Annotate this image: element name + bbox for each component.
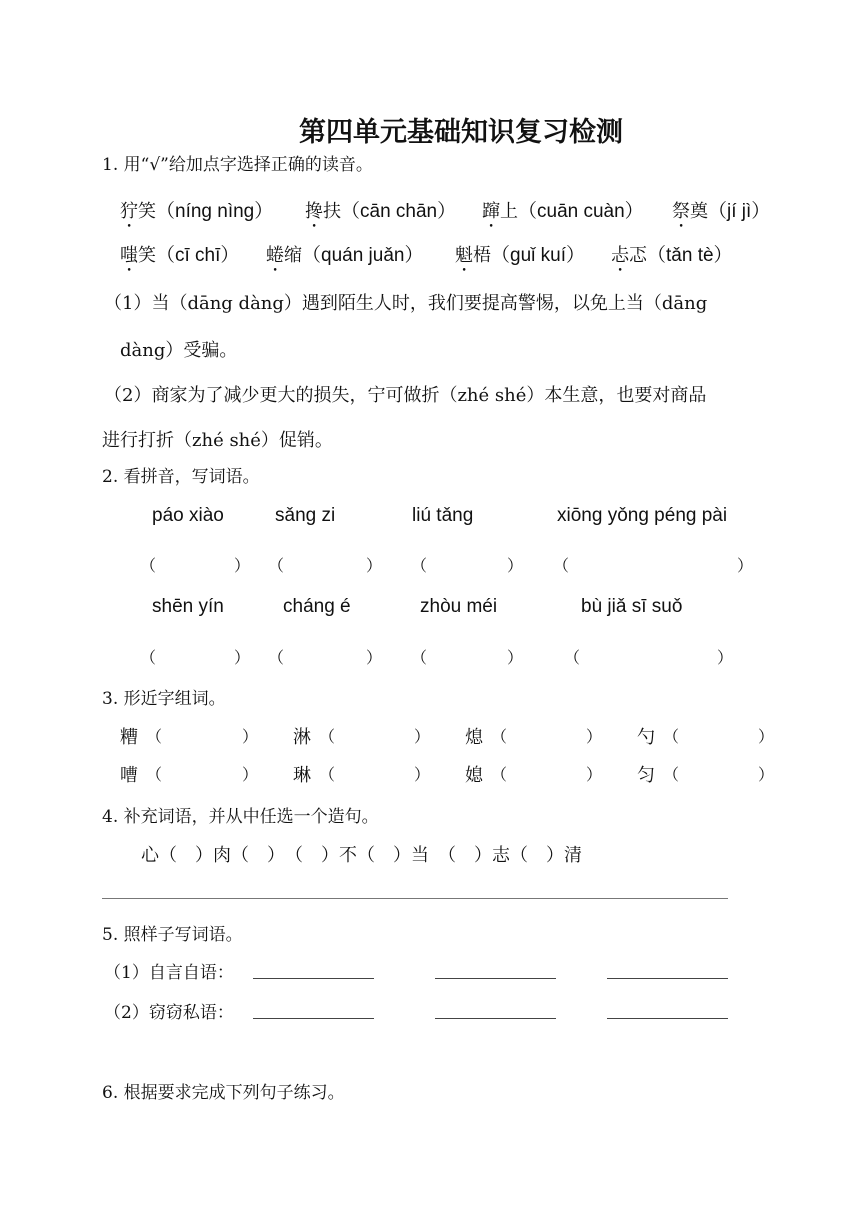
word-rest: 笑 — [138, 245, 156, 266]
question-5-heading: 5. 照样子写词语。 — [102, 925, 243, 945]
dotted-char: 蹿 — [482, 201, 500, 222]
open-paren: （ — [140, 556, 157, 575]
q1-sentence-1-line-1: （1）当（dāng dàng）遇到陌生人时，我们要提高警惕，以免上当（dāng — [104, 293, 708, 314]
word-rest: 梧 — [473, 245, 491, 266]
pinyin-options: （níng nìng） — [156, 201, 274, 222]
pinyin-prompt: cháng é — [283, 596, 351, 617]
dotted-char: 搀 — [305, 201, 323, 222]
open-paren: （ — [553, 556, 570, 575]
word-rest: 上 — [500, 201, 518, 222]
q1-item-3 — [482, 196, 644, 232]
pinyin-options: （guǐ kuí） — [491, 245, 585, 266]
answer-line[interactable] — [253, 978, 374, 979]
answer-line[interactable] — [607, 1018, 728, 1019]
dotted-char: 祭 — [672, 201, 690, 222]
close-paren: ） — [717, 648, 734, 667]
open-paren[interactable]: （ — [146, 727, 163, 746]
close-paren: ） — [366, 556, 383, 575]
char-prompt: 糟 — [120, 727, 138, 748]
dotted-char: 嗤 — [120, 245, 138, 266]
pinyin-prompt: sǎng zi — [275, 505, 336, 526]
answer-line[interactable] — [435, 1018, 556, 1019]
pinyin-prompt: bù jiǎ sī suǒ — [581, 596, 683, 617]
answer-line[interactable] — [435, 978, 556, 979]
open-paren: （ — [564, 648, 581, 667]
answer-line[interactable] — [253, 1018, 374, 1019]
pinyin-options: （jí jì） — [708, 201, 771, 222]
open-paren[interactable]: （ — [663, 765, 680, 784]
open-paren: （ — [140, 648, 157, 667]
pinyin-prompt: zhòu méi — [420, 596, 498, 617]
char-prompt: 媳 — [465, 765, 483, 786]
question-1-heading: 1. 用“√”给加点字选择正确的读音。 — [102, 155, 373, 175]
pinyin-options: （quán juǎn） — [302, 245, 424, 266]
word-rest: 奠 — [690, 201, 708, 222]
dotted-char: 狞 — [120, 201, 138, 222]
word-rest: 扶 — [323, 201, 341, 222]
q1-item-5 — [120, 240, 239, 276]
q1-item-1 — [120, 196, 273, 232]
close-paren: ） — [234, 648, 251, 667]
close-paren[interactable]: ） — [586, 765, 603, 784]
dotted-char: 魁 — [455, 245, 473, 266]
close-paren[interactable]: ） — [758, 765, 775, 784]
open-paren[interactable]: （ — [491, 727, 508, 746]
close-paren: ） — [507, 648, 524, 667]
close-paren[interactable]: ） — [758, 727, 775, 746]
open-paren: （ — [411, 556, 428, 575]
open-paren: （ — [268, 648, 285, 667]
question-4-heading: 4. 补充词语，并从中任选一个造句。 — [102, 807, 379, 827]
word-rest: 缩 — [284, 245, 302, 266]
char-prompt: 匀 — [637, 765, 655, 786]
word-rest: 笑 — [138, 201, 156, 222]
answer-line[interactable] — [607, 978, 728, 979]
char-prompt: 淋 — [293, 727, 311, 748]
q1-item-7 — [455, 240, 585, 276]
pinyin-prompt: shēn yín — [152, 596, 224, 617]
open-paren[interactable]: （ — [319, 765, 336, 784]
page-title: 第四单元基础知识复习检测 — [299, 117, 623, 148]
q5-item-2-label: （2）窃窃私语： — [104, 1003, 234, 1023]
pinyin-prompt: xiōng yǒng péng pài — [557, 505, 728, 526]
close-paren: ） — [737, 556, 754, 575]
char-prompt: 熄 — [465, 727, 483, 748]
close-paren: ） — [507, 556, 524, 575]
open-paren[interactable]: （ — [663, 727, 680, 746]
open-paren[interactable]: （ — [491, 765, 508, 784]
q1-item-2 — [305, 196, 456, 232]
char-prompt: 勺 — [637, 727, 655, 748]
dotted-char: 蜷 — [266, 245, 284, 266]
word-rest: 忑 — [629, 245, 647, 266]
pinyin-options: （cuān cuàn） — [518, 201, 644, 222]
close-paren[interactable]: ） — [242, 765, 259, 784]
question-2-heading: 2. 看拼音，写词语。 — [102, 467, 260, 487]
close-paren[interactable]: ） — [586, 727, 603, 746]
open-paren[interactable]: （ — [319, 727, 336, 746]
close-paren: ） — [234, 556, 251, 575]
q1-item-4 — [672, 196, 770, 232]
q1-item-8 — [611, 240, 733, 276]
pinyin-options: （cān chān） — [341, 201, 457, 222]
char-prompt: 琳 — [293, 765, 311, 786]
q1-sentence-2-line-2: 进行打折（zhé shé）促销。 — [102, 430, 333, 451]
q1-sentence-2-line-1: （2）商家为了减少更大的损失，宁可做折（zhé shé）本生意，也要对商品 — [104, 385, 707, 406]
q5-item-1-label: （1）自言自语： — [104, 963, 234, 983]
pinyin-prompt: páo xiào — [152, 505, 224, 526]
pinyin-options: （tǎn tè） — [647, 245, 733, 266]
char-prompt: 嘈 — [120, 765, 138, 786]
pinyin-prompt: liú tǎng — [412, 505, 474, 526]
dotted-char: 忐 — [611, 245, 629, 266]
open-paren: （ — [411, 648, 428, 667]
close-paren[interactable]: ） — [414, 727, 431, 746]
idiom-blanks[interactable]: 心（ ）肉（ ） （ ）不（ ）当 （ ）志（ ）清 — [141, 845, 582, 866]
question-6-heading: 6. 根据要求完成下列句子练习。 — [102, 1083, 345, 1103]
q1-sentence-1-line-2: dàng）受骗。 — [120, 340, 238, 361]
open-paren: （ — [268, 556, 285, 575]
q1-item-6 — [266, 240, 423, 276]
pinyin-options: （cī chī） — [156, 245, 240, 266]
open-paren[interactable]: （ — [146, 765, 163, 784]
close-paren: ） — [366, 648, 383, 667]
close-paren[interactable]: ） — [242, 727, 259, 746]
sentence-answer-line[interactable] — [102, 898, 728, 899]
close-paren[interactable]: ） — [414, 765, 431, 784]
question-3-heading: 3. 形近字组词。 — [102, 689, 226, 709]
